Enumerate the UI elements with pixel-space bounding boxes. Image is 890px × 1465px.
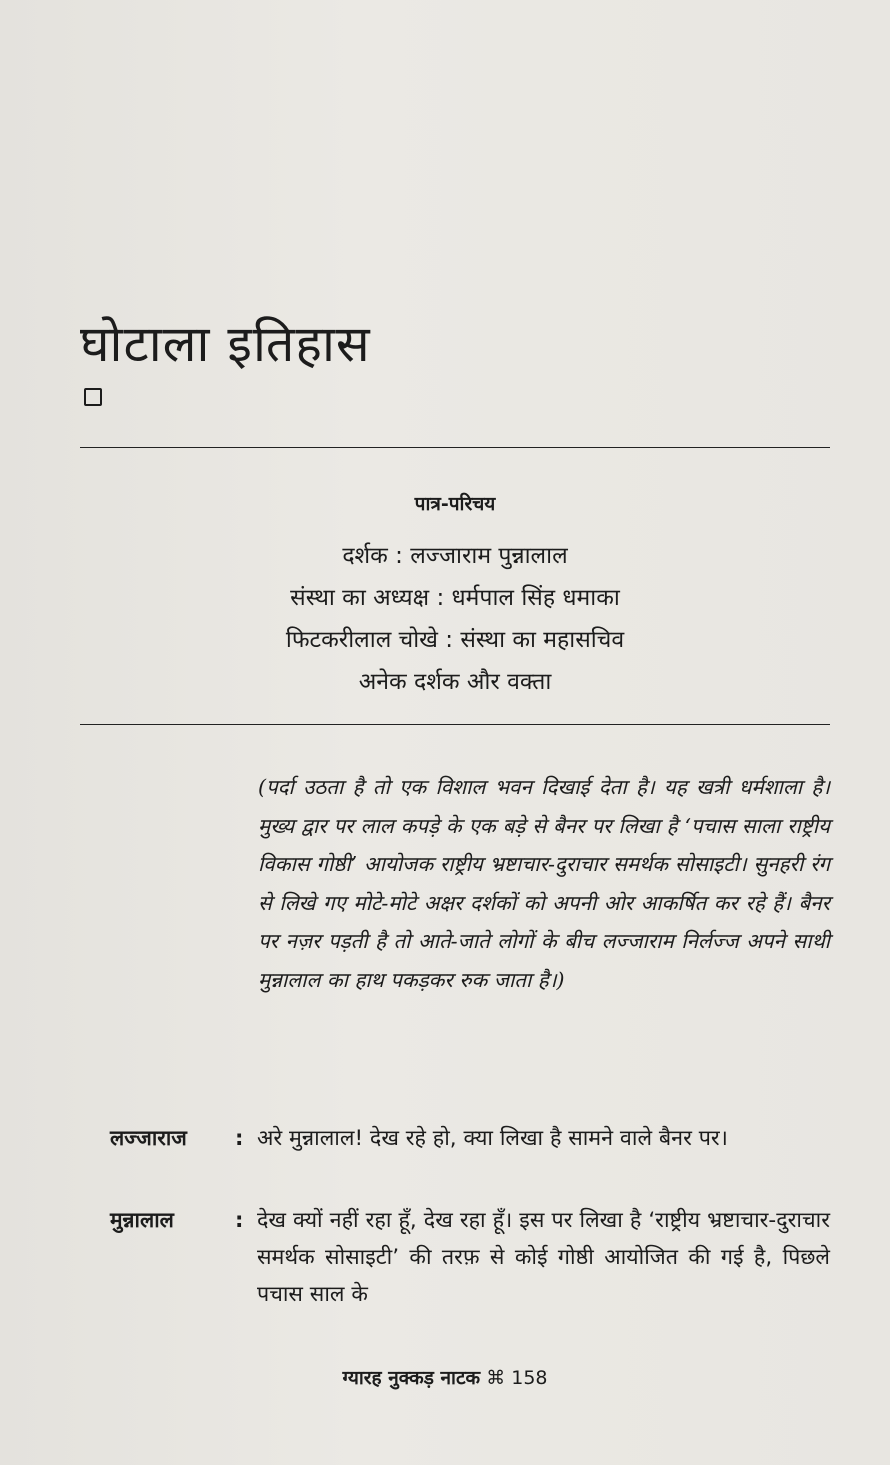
cast-line-president: संस्था का अध्यक्ष : धर्मपाल सिंह धमाका	[290, 585, 620, 611]
page-number: 158	[511, 1367, 548, 1389]
dialogue-text: देख क्यों नहीं रहा हूँ, देख रहा हूँ। इस पर लिखा है ‘राष्ट्रीय भ्रष्टाचार-दुराचार समर्थक सोसाइटी’ की तरफ़ से कोई गोष्ठी आयोजित की गई है, पिछले पचास साल के	[257, 1208, 830, 1307]
speaker-colon: :	[235, 1208, 244, 1232]
cast-line-secretary: फिटकरीलाल चोखे : संस्था का महासचिव	[285, 627, 625, 653]
speaker-colon: :	[235, 1126, 244, 1150]
cast-heading: पात्र-परिचय	[414, 493, 496, 515]
footer-separator-icon: ⌘	[486, 1367, 506, 1389]
dialogue-text: अरे मुन्नालाल! देख रहे हो, क्या लिखा है सामने वाले बैनर पर।	[257, 1126, 728, 1151]
dialogue-line	[110, 1120, 830, 1157]
footer-book-title: ग्यारह नुक्कड़ नाटक	[342, 1367, 481, 1389]
speaker-name: मुन्नालाल	[110, 1208, 174, 1232]
bottom-divider	[80, 724, 830, 725]
speaker-name: लज्जाराज	[110, 1126, 187, 1150]
page-footer	[0, 1365, 890, 1391]
chapter-title: घोटाला इतिहास	[80, 315, 371, 373]
dialogue-line	[110, 1202, 830, 1313]
stage-direction: (पर्दा उठता है तो एक विशाल भवन दिखाई देता है। यह खत्री धर्मशाला है। मुख्य द्वार पर लाल कपड़े के एक बड़े से बैनर पर लिखा है ‘पचास साला राष्ट्रीय विकास गोष्ठी’ आयोजक राष्ट्रीय भ्रष्टाचार-दुराचार समर्थक सोसाइटी। सुनहरी रंग से लिखे गए मोटे-मोटे अक्षर दर्शकों को अपनी ओर आकर्षित कर रहे हैं। बैनर पर नज़र पड़ती है तो आते-जाते लोगों के बीच लज्जाराम निर्लज्ज अपने साथी मुन्नालाल का हाथ पकड़कर रुक जाता है।)	[258, 775, 830, 992]
cast-line-spectator: दर्शक : लज्जाराम पुन्नालाल	[342, 543, 568, 569]
square-bullet-icon	[84, 388, 102, 406]
cast-line-others: अनेक दर्शक और वक्ता	[358, 669, 552, 695]
top-divider	[80, 447, 830, 448]
